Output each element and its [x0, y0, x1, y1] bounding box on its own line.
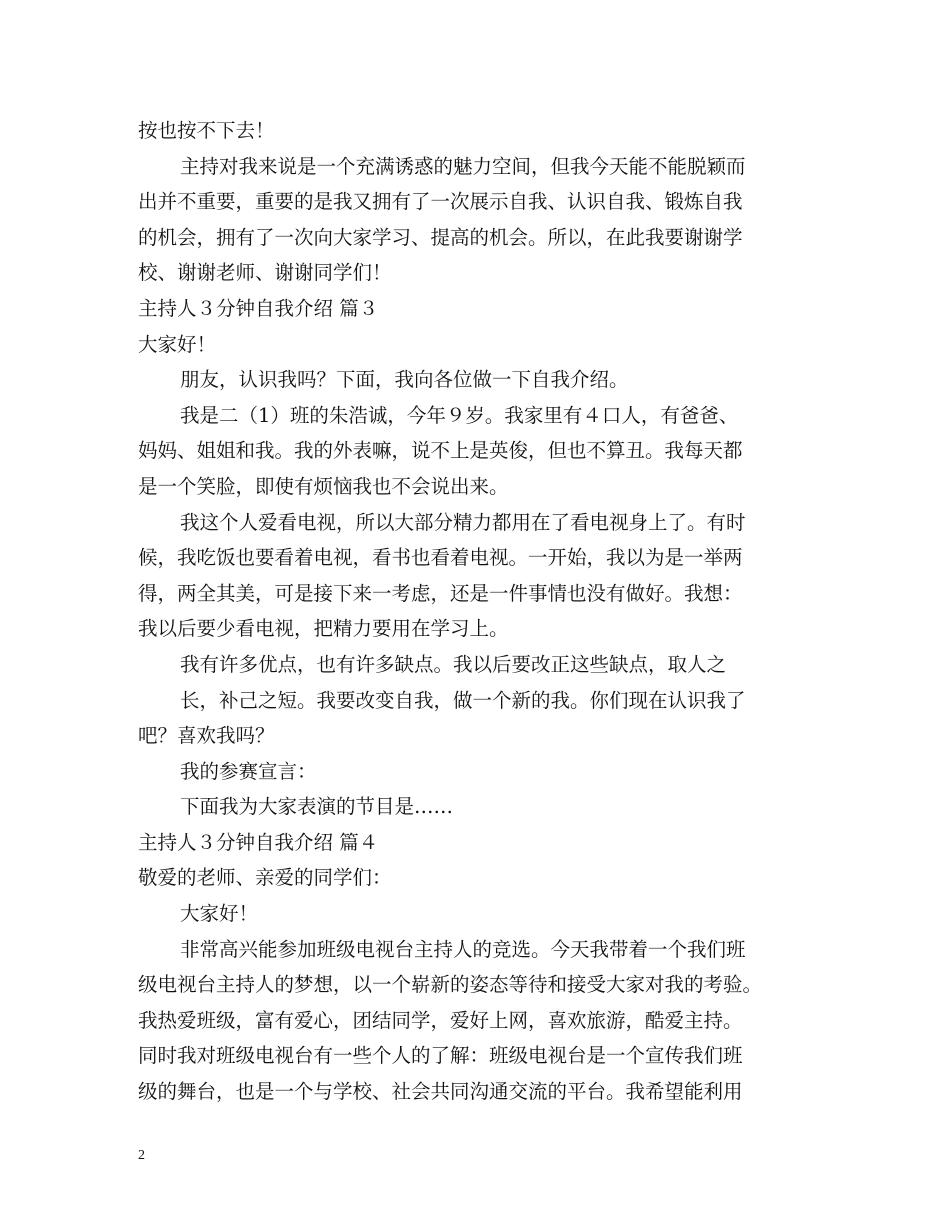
greeting-line: 大家好！: [138, 332, 217, 356]
page-number: 2: [138, 1148, 145, 1163]
text-line: 我热爱班级，富有爱心，团结同学，爱好上网，喜欢旅游，酷爱主持。: [138, 1008, 743, 1032]
text-line: 主持对我来说是一个充满诱惑的魅力空间，但我今天能不能脱颖而: [180, 154, 746, 178]
text-line: 朋友，认识我吗？下面，我向各位做一下自我介绍。: [180, 368, 629, 392]
text-line: 出并不重要，重要的是我又拥有了一次展示自我、认识自我、锻炼自我: [138, 190, 743, 214]
section-heading: 主持人３分钟自我介绍 篇４: [138, 830, 379, 854]
text-line: 同时我对班级电视台有一些个人的了解：班级电视台是一个宣传我们班: [138, 1044, 743, 1068]
text-line: 非常高兴能参加班级电视台主持人的竞选。今天我带着一个我们班: [180, 937, 746, 961]
text-line: 我的参赛宣言：: [180, 759, 317, 783]
text-line: 候，我吃饭也要看着电视，看书也看着电视。一开始，我以为是一举两: [138, 546, 743, 570]
text-line: 的机会，拥有了一次向大家学习、提高的机会。所以，在此我要谢谢学: [138, 225, 743, 249]
text-line: 妈妈、姐姐和我。我的外表嘛，说不上是英俊，但也不算丑。我每天都: [138, 439, 743, 463]
greeting-line: 大家好！: [180, 902, 259, 926]
text-line: 我这个人爱看电视，所以大部分精力都用在了看电视身上了。有时: [180, 510, 746, 534]
text-line: 吧？喜欢我吗？: [138, 724, 275, 748]
text-line: 校、谢谢老师、谢谢同学们！: [138, 261, 392, 285]
text-line: 我以后要少看电视，把精力要用在学习上。: [138, 617, 509, 641]
salutation-line: 敬爱的老师、亲爱的同学们：: [138, 866, 392, 890]
text-line: 级的舞台，也是一个与学校、社会共同沟通交流的平台。我希望能利用: [138, 1080, 743, 1104]
text-line: 我是二（1）班的朱浩诚，今年９岁。我家里有４口人，有爸爸、: [180, 403, 739, 427]
text-line: 我有许多优点，也有许多缺点。我以后要改正这些缺点，取人之: [180, 652, 727, 676]
section-heading: 主持人３分钟自我介绍 篇３: [138, 296, 379, 320]
text-line: 按也按不下去！: [138, 119, 275, 142]
text-line: 是一个笑脸，即使有烦恼我也不会说出来。: [138, 474, 509, 498]
text-line: 级电视台主持人的梦想，以一个崭新的姿态等待和接受大家对我的考验。: [138, 973, 763, 997]
text-line: 下面我为大家表演的节目是……: [180, 795, 454, 819]
document-body: [138, 113, 828, 1110]
text-line: 得，两全其美，可是接下来一考虑，还是一件事情也没有做好。我想：: [138, 581, 743, 605]
text-line: 长，补己之短。我要改变自我，做一个新的我。你们现在认识我了: [180, 688, 746, 712]
